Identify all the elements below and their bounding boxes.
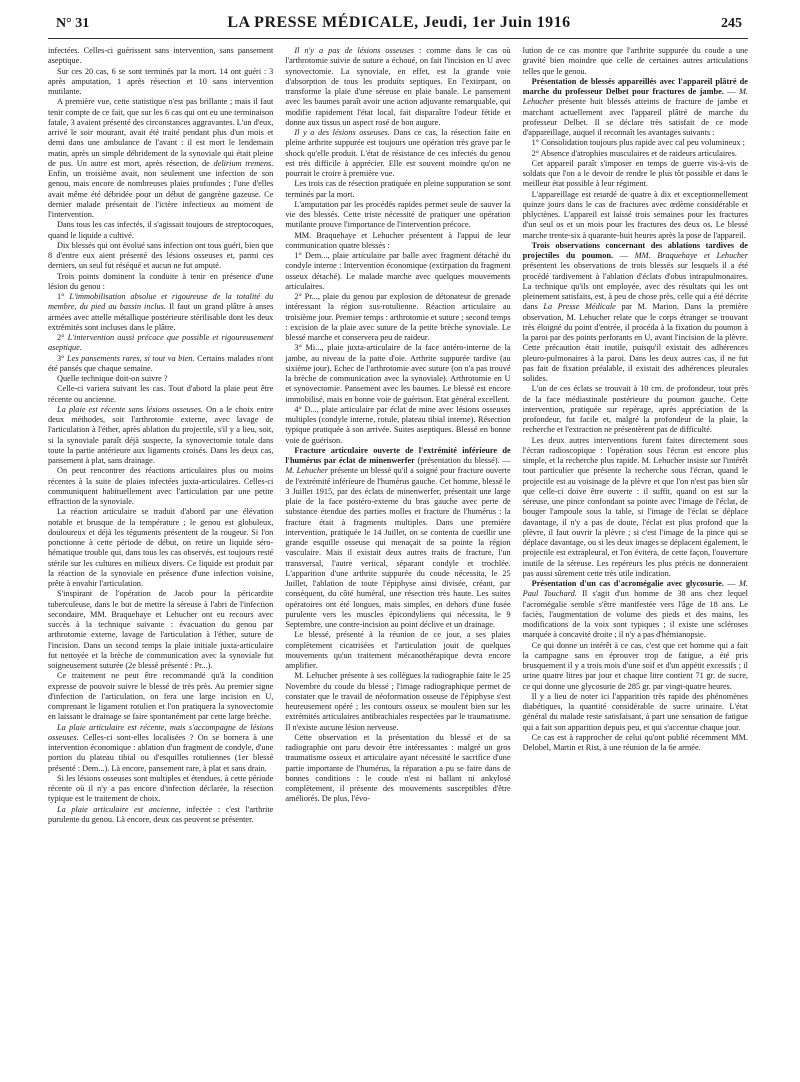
paragraph: L'amputation par les procédés rapides permet seule de sauver la vie des blessés. Cette triste nécessité de pratiquer une opération mutilante prouve l'importance de l'intervention précoce. — [285, 199, 511, 230]
paragraph: Trois points dominent la conduite à tenir en présence d'une lésion du genou : — [48, 271, 274, 291]
paragraph: 2° Absence d'atrophies musculaires et de raideurs articulaires. — [531, 148, 737, 158]
paragraph: lution de ce cas montre que l'arthrite suppurée du coude a une gravité bien moindre que celle de certaines autres articulations telles que le genou. — [522, 46, 748, 76]
paragraph: infectées. Celles-ci guérissent sans intervention, sans pansement aseptique. — [48, 46, 274, 66]
paragraph: 1° Consolidation toujours plus rapide avec cal peu volumineux ; — [531, 138, 745, 148]
paragraph: 2° L'intervention aussi précoce que possible et rigoureusement aseptique. — [48, 333, 274, 353]
paragraph: Dix blessés qui ont évolué sans infection ont tous guéri, bien que 8 d'entre eux aient présenté des lésions osseuses et, parmi ces derniers, un seul fut réséqué et aucun ne fut amputé. — [48, 240, 274, 271]
column-3 — [523, 46, 748, 1076]
issue-number: N° 31 — [56, 16, 90, 31]
paragraph: Si les lésions osseuses sont multiples et étendues, à cette période récente où il n'y a pas encore d'infection déclarée, la résection typique est le traitement de choix. — [48, 773, 274, 804]
page-header — [56, 12, 742, 38]
journal-title: LA PRESSE MÉDICALE, Jeudi, 1er Juin 1916 — [227, 14, 571, 31]
paragraph: La réaction articulaire se traduit d'abord par une élévation notable et brusque de la température ; le genou est globuleux, douloureux et déjà les téguments présentent de la rougeur. Si l'on ponctionne à cette période de début, on retire un liquide séro-hématique trouble qui, dans tous les cas observés, est toujours resté stérile sur les cultures en milieux divers. Ce liquide est produit par la réaction de la synoviale en présence d'une infection voisine, prête à envahir l'articulation. — [48, 507, 274, 588]
paragraph: Il y a lieu de noter ici l'apparition très rapide des phénomènes diabétiques, la quantité considérable de sucre urinaire. L'état général du malade reste satisfaisant, à part une sensation de fatigue qui a fait son apparition depuis peu, et qui s'accentue chaque jour. — [522, 691, 748, 732]
section-paragraph: Présentation d'un cas d'acromégalie avec glycosurie. — M. Paul Touchard. Il s'agit d'un homme de 38 ans chez lequel l'acromégalie semble s'être manifestée vers l'âge de 18 ans. Le faciès, l'augmentation de volume des pieds et des mains, les modifications de la voix sont typiques ; il existe une scléroses marquée à concavité droite ; il n'y a pas d'hémianopsie. — [522, 579, 748, 640]
paragraph: La plaie articulaire est ancienne, infectée : c'est l'arthrite purulente du genou. Là encore, deux cas peuvent se présenter. — [48, 804, 274, 824]
paragraph: La plaie est récente sans lésions osseuses. On a le choix entre deux méthodes, soit l'arthrotomie externe, avec lavage de l'articulation à l'éther, après ablation du projectile, s'il y a lieu, soit, si la synoviale paraît déjà suspecte, la synovectomie totale dans toute la partie antérieure aux ligaments croisés. Dans les deux cas, pansement à plat, sans drainage. — [48, 404, 274, 465]
paragraph: 1° Dem..., plaie articulaire par balle avec fragment détaché du condyle interne : Intervention économique (extirpation du fragment osseux détaché). Le malade marche avec quelques mouvements articulaires. — [285, 251, 511, 291]
paragraph: 3° Mi..., plaie juxta-articulaire de la face antéro-interne de la jambe, au niveau de la patte d'oie. Arthrite suppurée tardive (au sixième jour). Echec de l'arthrotomie avec suture (on n'a pas trouvé la brèche de communication avec la synoviale). Arthrotomie en U et synovectomie. Pansement avec les baumes. Le blessé est encore immobilisé, mais en bonne voie de guérison. Etat général excellent. — [285, 343, 511, 404]
section-heading: Trois observations concernant des ablations tardives de projectiles du poumon. — [522, 240, 748, 260]
paragraph: M. Lehucher présente à ses collègues la radiographie faite le 25 Novembre du coude du blessé ; l'image radiographique permet de constater que le travail de néoformation osseuse de l'épiphyse s'est heureusement opéré ; les contours osseux se moulent bien sur les extrémités articulaires antibrachiales respectées par le traumatisme. Il n'existe aucune lésion nerveuse. — [285, 671, 511, 732]
paragraph: Quelle technique doit-on suivre ? — [57, 374, 168, 383]
paragraph: La plaie articulaire est récente, mais s'accompagne de lésions osseuses. Celles-ci sont-elles localisées ? On se bornera à une intervention économique : ablation d'un fragment de condyle, d'une portion du plateau tibial ou d'esquilles rotuliennes (1er blessé présenté : Dem...). Là encore, pansement rare, à plat et sans drain. — [48, 722, 274, 773]
paragraph: MM. Braquehaye et Lehucher présentent à l'appui de leur communication quatre blessés : — [285, 230, 511, 250]
paragraph: Cette observation et la présentation du blessé et de sa radiographie ont paru devoir être intéressantes : malgré un gros traumatisme osseux et articulaire ayant nécessité le sacrifice d'une partie importante de l'humérus, la réparation a pu se faire dans de bonnes conditions : le coude n'est ni ballant ni ankylosé complètement, il présente des mouvements susceptibles d'être améliorés. De plus, l'évo- — [285, 732, 511, 804]
paragraph: S'inspirant de l'opération de Jacob pour la péricardite tuberculeuse, dans le but de mettre la séreuse à l'abri de l'infection secondaire, MM. Braquehaye et Lehucher ont eu recours avec succès à la technique suivante : évacuation du genou par arthrotomie externe, lavage de l'articulation à l'éther, suture de l'incision. Dans un second temps la plaie initiale juxta-articulaire fut nettoyée et la brèche de communication avec la synoviale fut soigneusement suturée (2e blessé présenté : Pr...). — [48, 589, 274, 670]
header-rule — [48, 38, 748, 39]
paragraph: Ce traitement ne peut être recommandé qu'à la condition expresse de pouvoir suivre le blessé de très près. Au premier signe d'infection de l'articulation, on fera une large incision en U, comprenant le ligament rotulien et l'on pratiquera la synovectomie en laissant le drainage se faire spontanément par cette large brèche. — [48, 671, 274, 722]
paragraph: Il y a des lésions osseuses. Dans ce cas, la résection faite en pleine arthrite suppurée est toujours une opération très grave par le shock qu'elle produit. L'état de résistance de ces infectés du genou est très difficile à apprécier. Elle est souvent moindre qu'on ne pourrait le croire à première vue. — [285, 128, 511, 178]
paragraph: Celle-ci variera suivant les cas. Tout d'abord la plaie peut être récente ou ancienne. — [48, 384, 274, 404]
paragraph: Il n'y a pas de lésions osseuses : comme dans le cas où l'arthrotomie suivie de suture a échoué, on fait l'incision en U avec synovectomie. La synoviale, en effet, est la grande voie d'absorption de tous les produits septiques. En l'extirpant, on transforme la plaie d'une séreuse en plaie banale. Le pansement avec les baumes paraît avoir une action adjuvante remarquable, qui modifie rapidement l'état local, fait disparaître l'odeur fétide et donne aux tissus un aspect rosé de bon augure. — [285, 46, 511, 127]
paragraph: 1° L'immobilisation absolue et rigoureuse de la totalité du membre, du pied au bassin inclus. Il faut un grand plâtre à anses armées avec attelle métallique postérieure stérilisable dont les deux extrémités sont incluses dans le plâtre. — [48, 292, 274, 332]
paragraph: 2° Pr..., plaie du genou par explosion de détonateur de grenade intéressant la région sus-rotulienne. Réaction articulaire au troisième jour. Premier temps : arthrotomie et suture ; second temps : excision de la plaie avec suture de la petite brèche synoviale. Le blessé marche et conservera peu de raideur. — [285, 292, 511, 342]
paragraph: Ce cas est à rapprocher de celui qu'ont publié récemment MM. Delobel, Martin et Rist, à une réunion de la 6e armée. — [522, 732, 748, 752]
section-heading: Présentation d'un cas d'acromégalie avec glycosurie. — [531, 579, 724, 588]
paragraph: Sur ces 20 cas, 6 se sont terminés par la mort. 14 ont guéri : 3 après amputation, 1 après résection et 10 sans intervention mutilante. — [48, 66, 274, 96]
article-columns — [48, 46, 748, 1076]
section-heading: Présentation de blessés appareillés avec l'appareil plâtré de marche du professeur Delbet pour fractures de jambe. — [522, 76, 748, 96]
paragraph: 3° Les pansements rares, si tout va bien. Certains malades n'ont été pansés que chaque semaine. — [48, 353, 274, 373]
paragraph: Cet appareil paraît s'imposer en temps de guerre vis-à-vis de soldats que l'on a le devoir de rendre le plus tôt possible et dans le meilleur état possible à leur régiment. — [522, 158, 748, 189]
paragraph: Les deux autres interventions furent faites directement sous l'écran radioscopique : l'opération sous l'écran est encore plus simple, et la recherche plus rapide. M. Lehucher insiste sur l'intérêt tout particulier que présente la recherche sous l'écran, quand le projectile est au voisinage de la plèvre et que l'on n'est pas bien sûr que celle-ci doive être ouverte : il suffit, quand on est sur la séreuse, une pince confondant sa pointe avec l'image de l'éclat, de bouger l'ampoule sous la table, si l'image de l'éclat se déplace davantage, il n'y a pas de doute, l'éclat est plus profond que la plèvre, il faut ouvrir la plèvre ; si c'est l'image de la pince qui se déplace davantage, ou si les deux images se déplacent également, le projectile est extrapleural, et l'on évitera, de cette façon, l'ouverture inutile de la séreuse. Les repéreurs les plus précis ne donneraient pas aussi sûrement cette très utile indication. — [522, 435, 748, 578]
paragraph: Ce qui donne un intérêt à ce cas, c'est que cet homme qui a fait la campagne sans en éprouver trop de fatigue, a été pris brusquement il y a trois mois d'une soif et d'un appétit excessifs ; il urine quatre litres par jour et chaque litre contient 71 gr. de sucre, ce qui donne une glycosurie de 285 gr. par vingt-quatre heures. — [522, 640, 748, 691]
paragraph: Dans tous les cas infectés, il s'agissait toujours de streptocoques, quand le liquide a cultivé. — [48, 220, 274, 240]
page-number: 245 — [721, 16, 742, 31]
column-1 — [48, 46, 273, 1076]
column-2 — [285, 46, 510, 1076]
paragraph: 4° D..., plaie articulaire par éclat de mine avec lésions osseuses multiples (condyle interne, rotule, plateau tibial interne). Résection typique pratiquée à son arrivée. Suites aseptiques. Blessé en bonne voie de guérison. — [285, 404, 511, 445]
section-heading: Fracture articulaire ouverte de l'extrémité inférieure de l'humérus par éclat de minenwerfer — [285, 445, 511, 465]
paragraph: L'appareillage est retardé de quatre à dix et exceptionnellement quinze jours dans le cas de fractures avec œdème considérable et phlyctènes. L'appareil est laissé trois semaines pour les fractures d'un seul os et un mois pour les fractures des deux os. Le blessé marche trente-six à quarante-huit heures après la pose de l'appareil. — [522, 189, 748, 240]
paragraph: Les trois cas de résection pratiquée en pleine suppuration se sont terminés par la mort. — [285, 179, 511, 199]
paragraph: Le blessé, présenté à la réunion de ce jour, a ses plaies complètement cicatrisées et l'articulation jouit de quelques mouvements qu'un traitement mécanothérapique devra encore amplifier. — [285, 630, 511, 670]
section-paragraph: Trois observations concernant des ablations tardives de projectiles du poumon. — MM. Braquehaye et Lehucher présentent les observations de trois blessés sur lesquels il a été procédé tardivement à l'ablation d'éclats d'obus intrapulmonaires. La technique qu'ils ont employée, avec des résultats qui les ont pleinement satisfaits, est, à peu de chose près, celle qui a été décrite dans La Presse Médicale par M. Marion. Dans la première observation, M. Lehucher relate que le corps étranger se trouvant très éloigné du point d'entrée, il procéda à la fixation du poumon à la paroi par des points perforants en U, avant l'incision de la plèvre. Cette précaution était inutile, puisqu'il existait des adhérences pleuro-pulmonaires à la paroi. Dans les deux autres cas, il ne fut pas fait de fixation préalable, il existait des adhérences pleurales solides. — [522, 240, 748, 383]
paragraph: On peut rencontrer des réactions articulaires plus ou moins récentes à la suite de plaies infectées juxta-articulaires. Celles-ci communiquent habituellement avec l'articulation par une petite effraction de la synoviale. — [48, 466, 274, 506]
paragraph: A première vue, cette statistique n'est pas brillante ; mais il faut tenir compte de ce fait, que sur les 6 cas qui ont eu une terminaison fatale, 3 avaient présenté des circonstances aggravantes. L'un d'eux, arrivé le soir mourant, avait été traité pendant plus d'un mois et demi dans une ambulance de l'avant : il est mort le lendemain matin, après un simple débridement de la synoviale qui était pleine de pus. Un autre est mort, après résection, de delirium tremens. Enfin, un troisième avait, non seulement une infection de son genou, mais encore de nombreuses plaies profondes ; l'une d'elles avait même été débridée pour un début de gangrène gazeuse. Ce dernier malade présentait de l'ictère infectieux au moment de l'intervention. — [48, 97, 274, 219]
section-paragraph: Fracture articulaire ouverte de l'extrémité inférieure de l'humérus par éclat de minenwerfer (présentation du blessé). — M. Lehucher présente un blessé qu'il a soigné pour fracture ouverte de l'extrémité inférieure de l'humérus gauche. Cet homme, blessé le 3 Juillet 1915, par des éclats de minenwerfer, présentait une large plaie de la face postéro-externe du bras gauche avec perte de substance étendue des parties molles et fracture de l'humérus : la fracture était à fragments multiples. Dans une première intervention, pratiquée le 14 Juillet, on se contenta de cueillir une grande esquille osseuse qui menaçait de sa pointe la région vasculaire. Mais il existait deux autres traits de fracture, l'un transversal, l'autre vertical, séparant condyle et trochlée. L'apparition d'une arthrite suppurée du coude nécessita, le 25 Juillet, l'ablation de toute l'épiphyse ainsi divisée, créant, par conséquent, du côté huméral, une résection très haute. Les suites opératoires ont été longues, mais simples, en dehors d'une fusée purulente vers les muscles épicondyliens qui nécessita, le 9 Septembre, une contre-incision au point déclive et un drainage. — [285, 445, 511, 629]
section-paragraph: Présentation de blessés appareillés avec l'appareil plâtré de marche du professeur Delbet pour fractures de jambe. — M. Lehucher présente huit blessés atteints de fracture de jambe et marchant actuellement avec l'appareil plâtré de marche du professeur Delbet. Il se déclare très satisfait de ce mode d'appareillage, auquel il reconnaît les avantages suivants : — [522, 76, 748, 137]
paragraph: L'un de ces éclats se trouvait à 10 cm. de profondeur, tout près de la face médiastinale postérieure du poumon gauche. Cette intervention, pratiquée sur repérage, après appréciation de la profondeur, fut facile et, malgré la profondeur de la plaie, la recherche et l'extraction ne présentèrent pas de difficulté. — [522, 384, 748, 435]
